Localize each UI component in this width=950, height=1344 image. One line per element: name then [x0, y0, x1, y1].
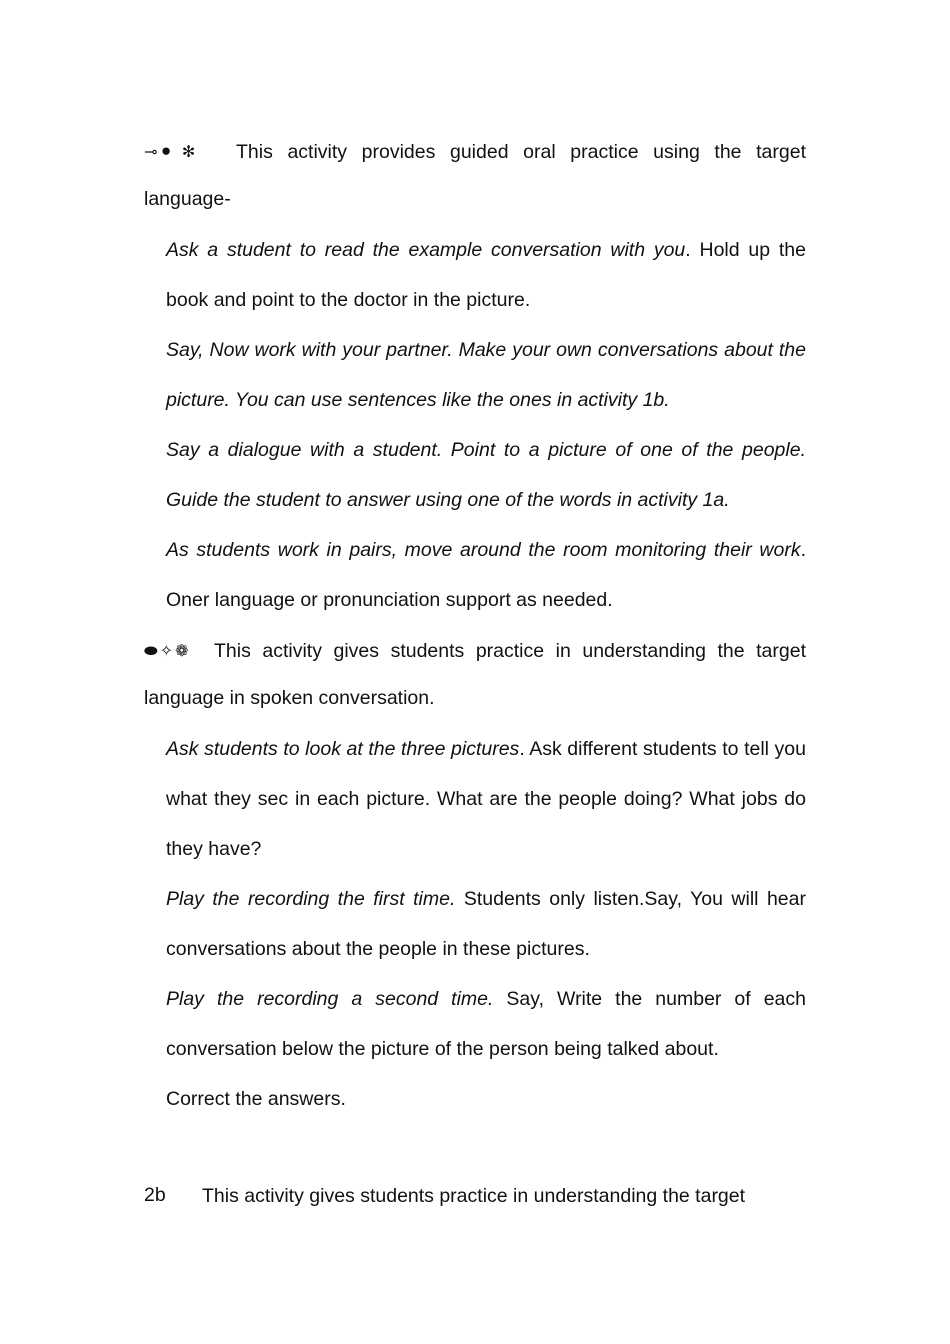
- section-2-intro: [144, 627, 806, 722]
- section-1-intro: [144, 128, 806, 223]
- section-2-item-3: Play the recording a second time. Say, Write the number of each conversation below the picture of the person being talked about.: [166, 988, 806, 1060]
- section-1-item-3: Say a dialogue with a student. Point to a picture of one of the people. Guide the student to answer using one of the words in activity 1a.: [166, 439, 806, 511]
- section-2-marker-icon: ⬬✧❁: [144, 641, 191, 660]
- document-page: [144, 128, 806, 1220]
- section-1-item-2: Say, Now work with your partner. Make your own conversations about the picture. You can use sentences like the ones in activity 1b.: [166, 339, 806, 411]
- section-2-intro-text: This activity gives students practice in understanding the target language in spoken conversation.: [144, 640, 806, 709]
- section-gap: [144, 1124, 806, 1172]
- section-2-item-2: Play the recording the first time. Students only listen.Say, You will hear conversations about the people in these pictures.: [166, 888, 806, 960]
- section-1-marker-icon: ⊸⚫ ✻: [144, 142, 198, 161]
- section-2-item-1: Ask students to look at the three pictures. Ask different students to tell you what they sec in each picture. What are the people doing? What jobs do they have?: [166, 738, 806, 860]
- section-3-marker: 2b: [144, 1184, 166, 1206]
- section-1-intro-text: This activity provides guided oral practice using the target language-: [144, 141, 806, 210]
- section-3-intro: [144, 1172, 806, 1220]
- section-1-item-1: Ask a student to read the example conversation with you. Hold up the book and point to the doctor in the picture.: [166, 239, 806, 311]
- section-2-item-4: Correct the answers.: [166, 1088, 346, 1110]
- section-3-intro-text: This activity gives students practice in understanding the target: [202, 1185, 746, 1207]
- section-1-item-4: As students work in pairs, move around the room monitoring their work. Oner language or pronunciation support as needed.: [166, 539, 806, 611]
